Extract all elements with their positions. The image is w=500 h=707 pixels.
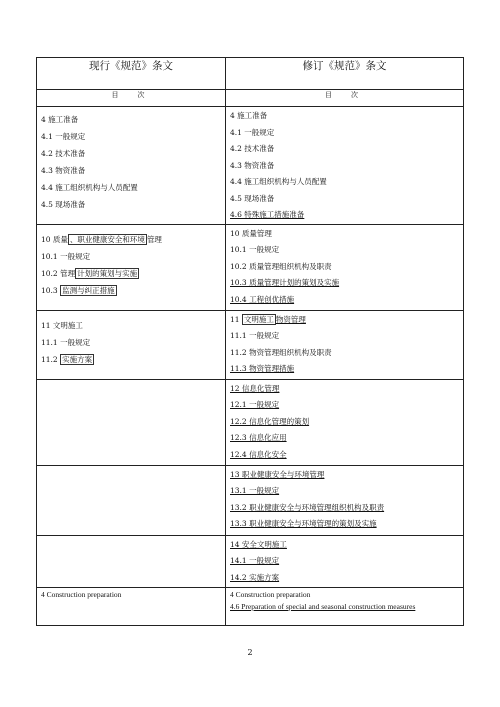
toc-line-added: 4.6 特殊施工措施准备 [230, 210, 305, 219]
toc-line: 4.1 一般规定 [230, 127, 275, 137]
toc-line: 11.2 实施方案 [41, 354, 93, 364]
toc-line-added: 12.3 信息化应用 [230, 433, 287, 442]
deleted-text-box: 计划的策划与实施 [77, 268, 138, 278]
toc-line-added: 13 职业健康安全与环境管理 [230, 469, 325, 479]
toc-line: 10 质量 、职业健康安全和环境 管理 [41, 234, 162, 244]
toc-line-added: 12 信息化管理 [230, 383, 280, 393]
toc-line: 4 施工准备 [41, 115, 79, 124]
toc-line-english: 4 Construction preparation [41, 589, 122, 599]
toc-line: 10.2 管理 计划的策划与实施 [41, 268, 138, 278]
table-row [37, 379, 464, 465]
toc-line: 4.3 物资准备 [230, 160, 275, 170]
cell-revised [226, 224, 464, 310]
toc-line-added: 10.3 质量管理计划的策划及实施 [230, 278, 340, 287]
table-row [37, 224, 464, 310]
toc-line-added: 14 安全文明施工 [230, 539, 287, 549]
table-header-row [37, 58, 464, 90]
table-row [37, 535, 464, 587]
header-current: 现行《规范》条文 [37, 58, 226, 90]
toc-line-added: 12.1 一般规定 [230, 400, 280, 409]
cell-current [37, 224, 226, 310]
table-row [37, 465, 464, 535]
toc-line-added: 14.2 实施方案 [230, 572, 280, 582]
toc-line: 4 施工准备 [230, 111, 268, 120]
cell-current [37, 310, 226, 379]
toc-line-added: 13.3 职业健康安全与环境管理的策划及实施 [230, 519, 377, 528]
deleted-text-box: 监测与纠正措施 [62, 285, 115, 295]
table-row [37, 310, 464, 379]
page-number: 2 [247, 648, 253, 657]
cell-revised [226, 310, 464, 379]
toc-line-added: 12.4 信息化安全 [230, 449, 287, 459]
toc-line-added: 11.3 物资管理措施 [230, 364, 295, 373]
toc-line: 10.3 监测与纠正措施 [41, 285, 115, 295]
toc-line-english: 4 Construction preparation [230, 589, 311, 599]
comparison-table [36, 57, 464, 626]
cell-current [37, 587, 226, 625]
table-row [37, 587, 464, 625]
toc-line-added: 12.2 信息化管理的策划 [230, 416, 310, 426]
toc-line: 4.2 技术准备 [230, 144, 275, 153]
toc-line: 10 质量管理 [230, 228, 272, 238]
toc-line: 4.2 技术准备 [41, 149, 86, 158]
header-revised: 修订《规范》条文 [226, 58, 464, 90]
toc-line: 4.1 一般规定 [41, 132, 86, 141]
toc-line-english-added: 4.6 Preparation of special and seasonal construction measures [230, 601, 416, 611]
toc-line: 11 文明施工 [41, 320, 83, 330]
toc-line-added: 13.2 职业健康安全与环境管理组织机构及职责 [230, 502, 385, 512]
toc-line: 4.4 施工组织机构与人员配置 [41, 183, 138, 192]
cell-revised [226, 535, 464, 587]
deleted-text-box: 、职业健康安全和环境 [69, 234, 145, 244]
cell-revised [226, 465, 464, 535]
toc-line: 4.5 现场准备 [41, 200, 86, 209]
cell-current-empty [37, 379, 226, 465]
cell-revised [226, 107, 464, 225]
subheader-current: 目 次 [37, 90, 226, 107]
toc-line: 4.5 现场准备 [230, 193, 275, 203]
deleted-text-box: 文明施工 [243, 314, 274, 324]
toc-line: 10.2 质量管理组织机构及职责 [230, 261, 332, 271]
toc-line: 4.4 施工组织机构与人员配置 [230, 177, 327, 186]
table-subheader-row [37, 90, 464, 107]
cell-revised [226, 587, 464, 625]
toc-line-added: 13.1 一般规定 [230, 486, 280, 495]
toc-line-added: 10.4 工程创优措施 [230, 294, 295, 304]
cell-current-empty [37, 535, 226, 587]
cell-current-empty [37, 465, 226, 535]
cell-revised [226, 379, 464, 465]
toc-line: 11 文明施工 物资管理 [230, 314, 306, 324]
toc-line: 11.2 物资管理组织机构及职责 [230, 347, 332, 357]
toc-line: 10.1 一般规定 [41, 251, 91, 261]
toc-line: 10.1 一般规定 [230, 245, 280, 254]
toc-line: 4.3 物资准备 [41, 166, 86, 175]
subheader-revised: 目 次 [226, 90, 464, 107]
toc-line: 11.1 一般规定 [41, 337, 91, 347]
cell-current [37, 107, 226, 225]
deleted-text-box: 实施方案 [62, 354, 93, 364]
table-row [37, 107, 464, 225]
toc-line: 11.1 一般规定 [230, 331, 280, 340]
toc-line-added: 14.1 一般规定 [230, 556, 280, 565]
added-text: 物资管理 [275, 314, 306, 324]
